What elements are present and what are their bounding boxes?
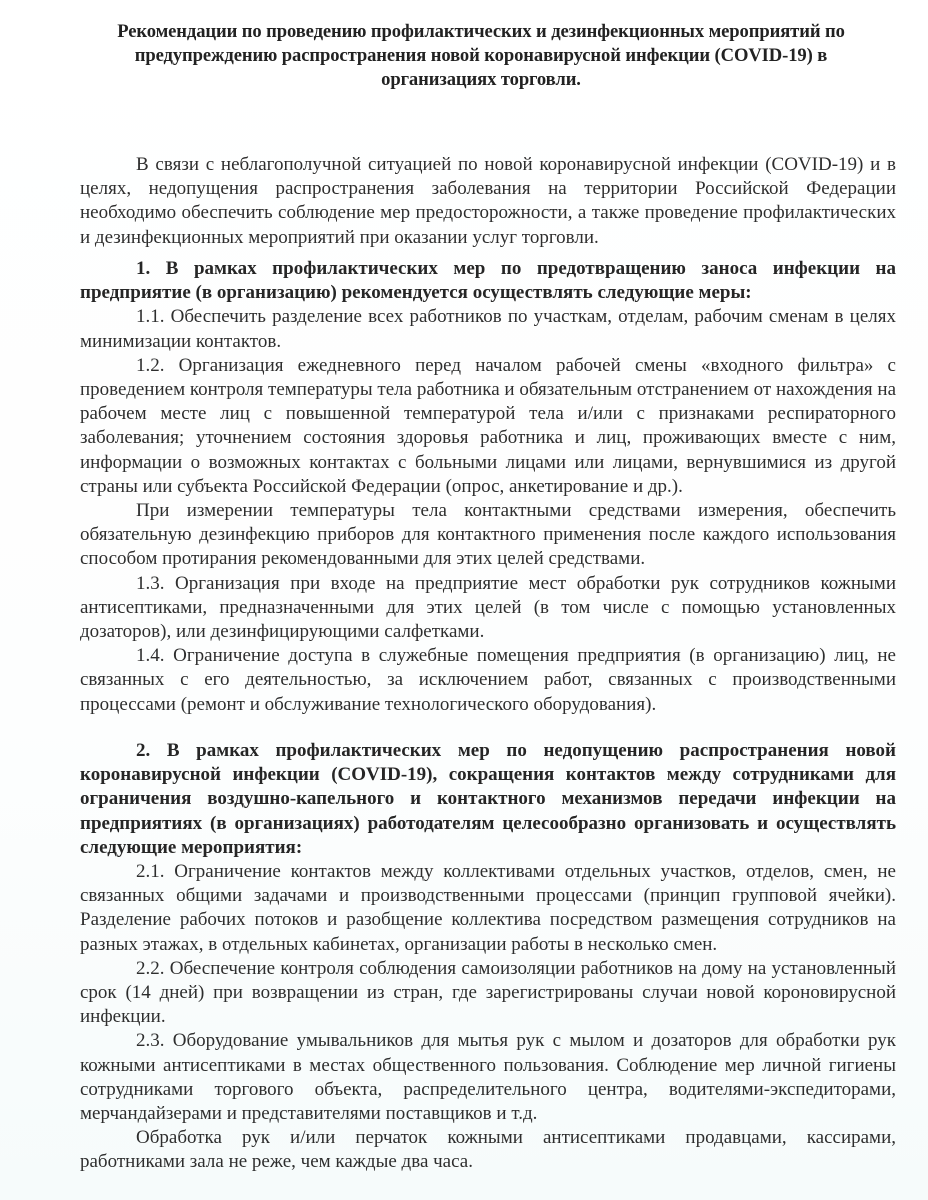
item-1-1: 1.1. Обеспечить разделение всех работников по участкам, отделам, рабочим сменам в целях минимизации контактов. [80,306,896,352]
section-2-heading: 2. В рамках профилактических мер по недопущению распространения новой коронавирусной инфекции (COVID-19), сокращения контактов между сотрудниками для ограничения воздушно-капельного и контактного механизмов передачи инфекции на предприятиях (в организациях) работодателям целесообразно организовать и осуществлять следующие мероприятия: [80,740,896,858]
item-1-3: 1.3. Организация при входе на предприятие мест обработки рук сотрудников кожными антисептиками, предназначенными для этих целей (в том числе с помощью установленных дозаторов), или дезинфицирующими салфетками. [80,572,896,643]
section-2 [80,739,896,1175]
item-2-2: 2.2. Обеспечение контроля соблюдения самоизоляции работников на дому на установленный срок (14 дней) при возвращении из стран, где зарегистрированы случаи новой короновирусной инфекции. [80,957,896,1028]
item-2-1: 2.1. Ограничение контактов между коллективами отдельных участков, отделов, смен, не связанных общими задачами и производственными процессами (принцип групповой ячейки). Разделение рабочих потоков и разобщение коллектива посредством размещения сотрудников на разных этажах, в отдельных кабинетах, организации работы в несколько смен. [80,861,896,955]
item-2-3-note: Обработка рук и/или перчаток кожными антисептиками продавцами, кассирами, работниками зала не реже, чем каждые два часа. [80,1127,896,1173]
section-1-heading: 1. В рамках профилактических мер по предотвращению заноса инфекции на предприятие (в организацию) рекомендуется осуществлять следующие меры: [80,258,896,304]
section-1 [80,257,896,717]
item-1-4: 1.4. Ограничение доступа в служебные помещения предприятия (в организацию) лиц, не связанных с его деятельностью, за исключением работ, связанных с производственными процессами (ремонт и обслуживание технологического оборудования). [80,645,896,715]
item-2-3: 2.3. Оборудование умывальников для мытья рук с мылом и дозаторов для обработки рук кожными антисептиками в местах общественного пользования. Соблюдение мер личной гигиены сотрудниками торгового объекта, распределительного центра, водителями-экспедиторами, мерчандайзерами и представителями поставщиков и т.д. [80,1030,896,1125]
intro-paragraph: В связи с неблагополучной ситуацией по новой коронавирусной инфекции (COVID-19) и в целях, недопущения распространения заболевания на территории Российской Федерации необходимо обеспечить соблюдение мер предосторожности, а также проведение профилактических и дезинфекционных мероприятий при оказании услуг торговли. [80,154,896,248]
document-title: Рекомендации по проведению профилактических и дезинфекционных мероприятий по предупреждению распространения новой коронавирусной инфекции (COVID-19) в организациях торговли. [117,21,845,90]
intro-block [80,153,896,250]
item-1-2: 1.2. Организация ежедневного перед началом рабочей смены «входного фильтра» с проведением контроля температуры тела работника и обязательным отстранением от нахождения на рабочем месте лиц с повышенной температурой тела и/или с признаками респираторного заболевания; уточнением состояния здоровья работника и лиц, проживающих вместе с ним, информации о возможных контактах с больными лицами или лицами, вернувшимися из другой страны или субъекта Российской Федерации (опрос, анкетирование и др.). [80,354,897,497]
item-1-2-note: При измерении температуры тела контактными средствами измерения, обеспечить обязательную дезинфекцию приборов для контактного применения после каждого использования способом протирания рекомендованными для этих целей средствами. [80,500,896,570]
